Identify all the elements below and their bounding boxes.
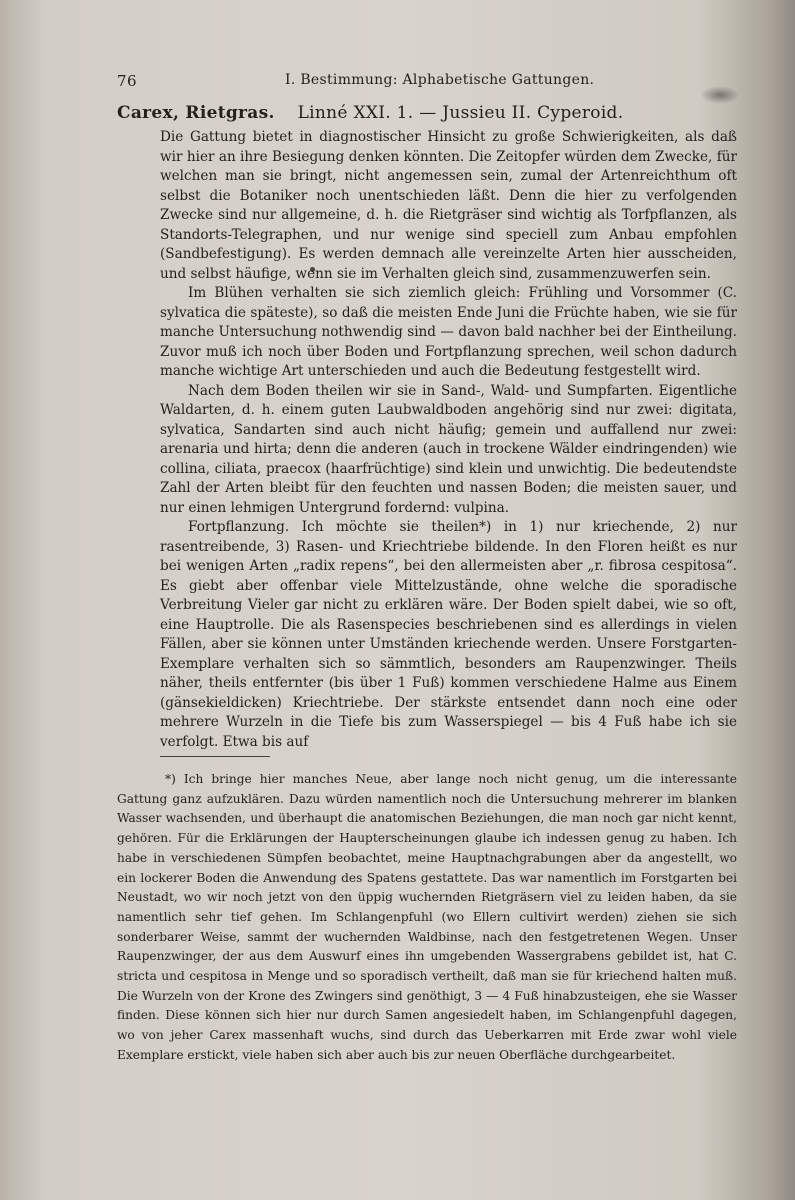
page-header (117, 72, 737, 96)
paragraph-propagation: Fortpflanzung. Ich möchte sie theilen*) in 1) nur kriechende, 2) nur rasentreibende, 3) Rasen- und Kriechtriebe bildende. In den Floren heißt es nur bei wenigen Arten „radix repens“, bei den allermeisten aber „r. fibrosa cespitosa“. Es giebt aber offenbar viele Mittelzustände, ohne welche die sporadische Verbreitung Vieler gar nicht zu erklären wäre. Der Boden spielt dabei, wie so oft, eine Hauptrolle. Die als Rasenspecies beschriebenen sind es allerdings in vielen Fällen, aber sie können unter Umständen kriechende werden. Unsere Forstgarten-Exemplare verhalten sich so sämmtlich, besonders am Raupenzwinger. Theils näher, theils entfernter (bis über 1 Fuß) kommen verschiedene Halme aus Einem (gänsekieldicken) Kriechtriebe. Der stärkste entsendet dann noch eine oder mehrere Wurzeln in die Tiefe bis zum Wasserspiegel — bis 4 Fuß habe ich sie verfolgt. Etwa bis auf (160, 519, 737, 750)
spacer (280, 103, 291, 123)
running-head: I. Bestimmung: Alphabetische Gattungen. (285, 72, 595, 88)
footnote-text: *) Ich bringe hier manches Neue, aber lange noch nicht genug, um die interessante Gattung ganz aufzuklären. Dazu würden namentlich noch die Untersuchung mehrerer im blanken Wasser wachsenden, und überhaupt die anatomischen Beziehungen, die man noch gar nicht kennt, gehören. Für die Erklärungen der Haupterscheinungen glaube ich indessen genug zu haben. Ich habe in verschiedenen Sümpfen beobachtet, meine Hauptnachgrabungen aber da angestellt, wo ein lockerer Boden die Anwendung des Spatens gestattete. Das war namentlich im Forstgarten bei Neustadt, wo wir noch jetzt von den üppig wuchernden Rietgräsern viel zu leiden haben, da sie namentlich sehr tief gehen. Im Schlangenpfuhl (wo Ellern cultivirt werden) ziehen sie sich sonderbarer Weise, sammt der wuchernden Waldbinse, nach den festgetretenen Wegen. Unser Raupenzwinger, der aus dem Auswurf eines ihn umgebenden Wassergrabens gebildet ist, hat C. stricta und cespitosa in Menge und so sporadisch vertheilt, daß man sie für kriechend halten muß. Die Wurzeln von der Krone des Zwingers sind genöthigt, 3 — 4 Fuß hinabzusteigen, ehe sie Wasser finden. Diese können sich hier nur durch Samen angesiedelt haben, im Schlangenpfuhl dagegen, wo von jeher Carex massenhaft wuchs, sind durch das Ueberkarren mit Erde zwar wohl viele Exemplare erstickt, viele haben sich aber auch bis zur neuen Oberfläche durchgearbeitet. (117, 772, 737, 1062)
classification-authority: Linné XXI. 1. — Jussieu II. Cyperoid. (297, 103, 624, 123)
footnote-rule (160, 756, 270, 757)
main-text (160, 128, 737, 752)
genus-name: Carex, Rietgras. (117, 103, 275, 123)
entry-heading (117, 103, 737, 123)
page-number: 76 (117, 72, 138, 90)
paragraph-soil: Nach dem Boden theilen wir sie in Sand-, Wald- und Sumpfarten. Eigentliche Waldarten, d. h. einem guten Laubwaldboden angehörig sind nur zwei: digitata, sylvatica, Sandarten sind auch nicht häufig; gemein und auffallend nur zwei: arenaria und hirta; denn die anderen (auch in trockene Wälder eindringenden) wie collina, ciliata, praecox (haarfrüchtige) sind klein und unwichtig. Die bedeutendste Zahl der Arten bleibt für den feuchten und nassen Boden; die meisten sauer, und nur einen lehmigen Untergrund fordernd: vulpina. (160, 382, 737, 516)
paragraph-introduction: Die Gattung bietet in diagnostischer Hinsicht zu große Schwierigkeiten, als daß wir hier an ihre Besiegung denken könnten. Die Zeitopfer würden dem Zwecke, für welchen man sie bringt, nicht angemessen sein, zumal der Artenreichthum oft selbst die Botaniker noch unentschieden läßt. Denn die hier zu verfolgenden Zwecke sind nur allgemeine, d. h. die Rietgräser sind wichtig als Torfpflanzen, als Standorts-Telegraphen, und nur wenige sind speciell zum Anbau empfohlen (Sandbefestigung). Es werden demnach alle vereinzelte Arten hier ausscheiden, und selbst häufige, wenn sie im Verhalten gleich sind, zusammenzuwerfen sein. (160, 129, 737, 282)
footnote (117, 770, 737, 1066)
paragraph-flowering: Im Blühen verhalten sie sich ziemlich gleich: Frühling und Vorsommer (C. sylvatica die späteste), so daß die meisten Ende Juni die Früchte haben, wie sie für manche Untersuchung nothwendig sind — davon bald nachher bei der Eintheilung. Zuvor muß ich noch über Boden und Fortpflanzung sprechen, weil schon dadurch manche wichtige Art unterschieden und auch die Bedeutung festgestellt wird. (160, 285, 737, 379)
